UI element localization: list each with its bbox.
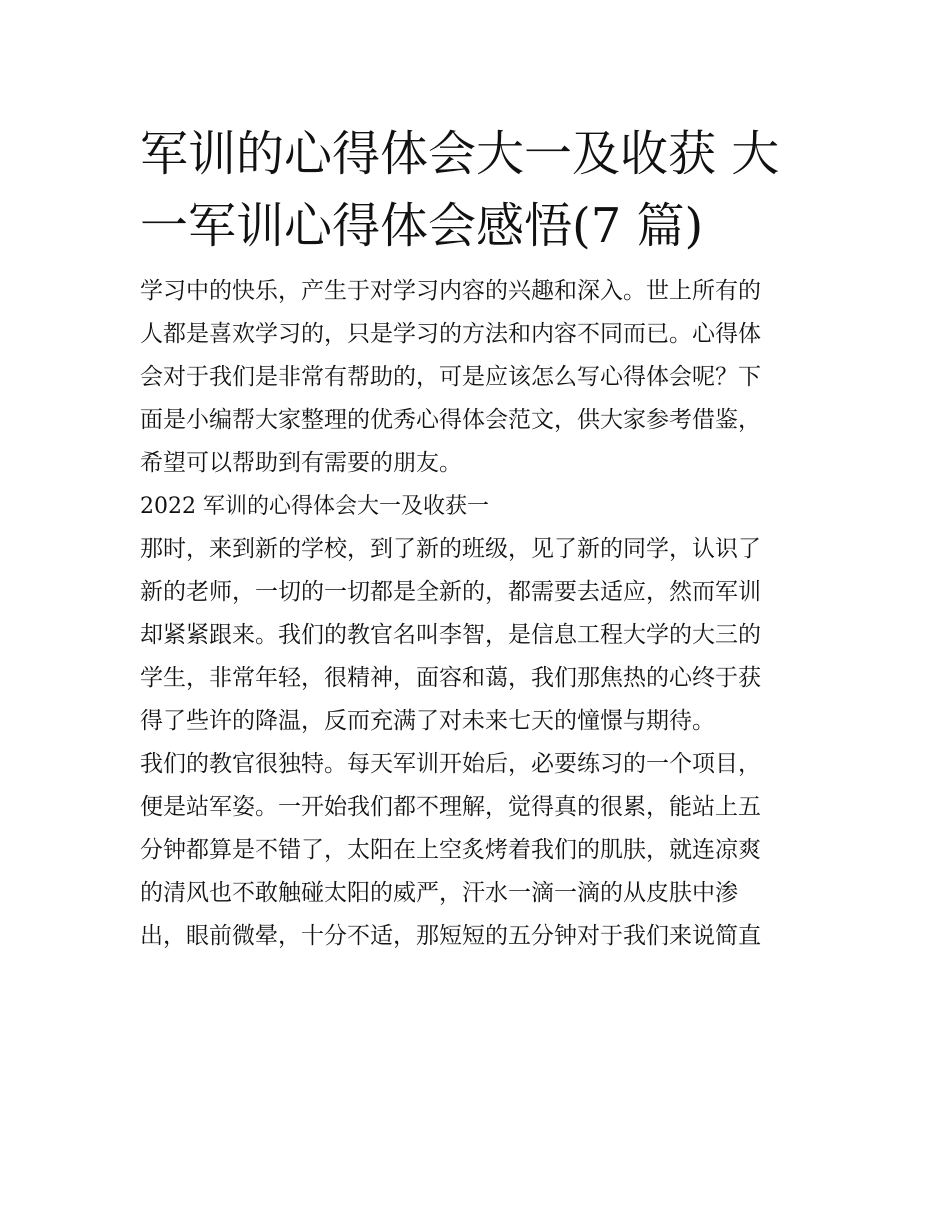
document-title [140, 118, 816, 262]
paragraph-line: 出，眼前微晕，十分不适，那短短的五分钟对于我们来说简直 [140, 923, 761, 949]
intro-line: 学习中的快乐，产生于对学习内容的兴趣和深入。世上所有的 [140, 278, 761, 304]
paragraph-line: 分钟都算是不错了，太阳在上空炙烤着我们的肌肤，就连凉爽 [140, 837, 761, 863]
body-paragraph-1 [140, 528, 816, 743]
section-heading: 2022 军训的心得体会大一及收获一 [140, 494, 489, 519]
title-line: 军训的心得体会大一及收获 大 [140, 126, 780, 182]
intro-line: 面是小编帮大家整理的优秀心得体会范文，供大家参考借鉴， [140, 407, 761, 433]
intro-line: 会对于我们是非常有帮助的，可是应该怎么写心得体会呢？下 [140, 364, 761, 390]
intro-line: 人都是喜欢学习的，只是学习的方法和内容不同而已。心得体 [140, 321, 761, 347]
paragraph-line: 得了些许的降温，反而充满了对未来七天的憧憬与期待。 [140, 708, 715, 734]
paragraph-line: 却紧紧跟来。我们的教官名叫李智，是信息工程大学的大三的 [140, 622, 761, 648]
paragraph-line: 的清风也不敢触碰太阳的威严，汗水一滴一滴的从皮肤中渗 [140, 880, 738, 906]
document-content [140, 118, 816, 958]
paragraph-line: 那时，来到新的学校，到了新的班级，见了新的同学，认识了 [140, 536, 761, 562]
body-paragraph-2 [140, 743, 816, 958]
paragraph-line: 学生，非常年轻，很精神，面容和蔼，我们那焦热的心终于获 [140, 665, 761, 691]
paragraph-line: 我们的教官很独特。每天军训开始后，必要练习的一个项目， [140, 751, 761, 777]
paragraph-line: 新的老师，一切的一切都是全新的，都需要去适应，然而军训 [140, 579, 761, 605]
paragraph-line: 便是站军姿。一开始我们都不理解，觉得真的很累，能站上五 [140, 794, 761, 820]
intro-line: 希望可以帮助到有需要的朋友。 [140, 450, 462, 476]
intro-paragraph [140, 270, 816, 485]
title-line: 一军训心得体会感悟(7 篇) [140, 198, 704, 254]
